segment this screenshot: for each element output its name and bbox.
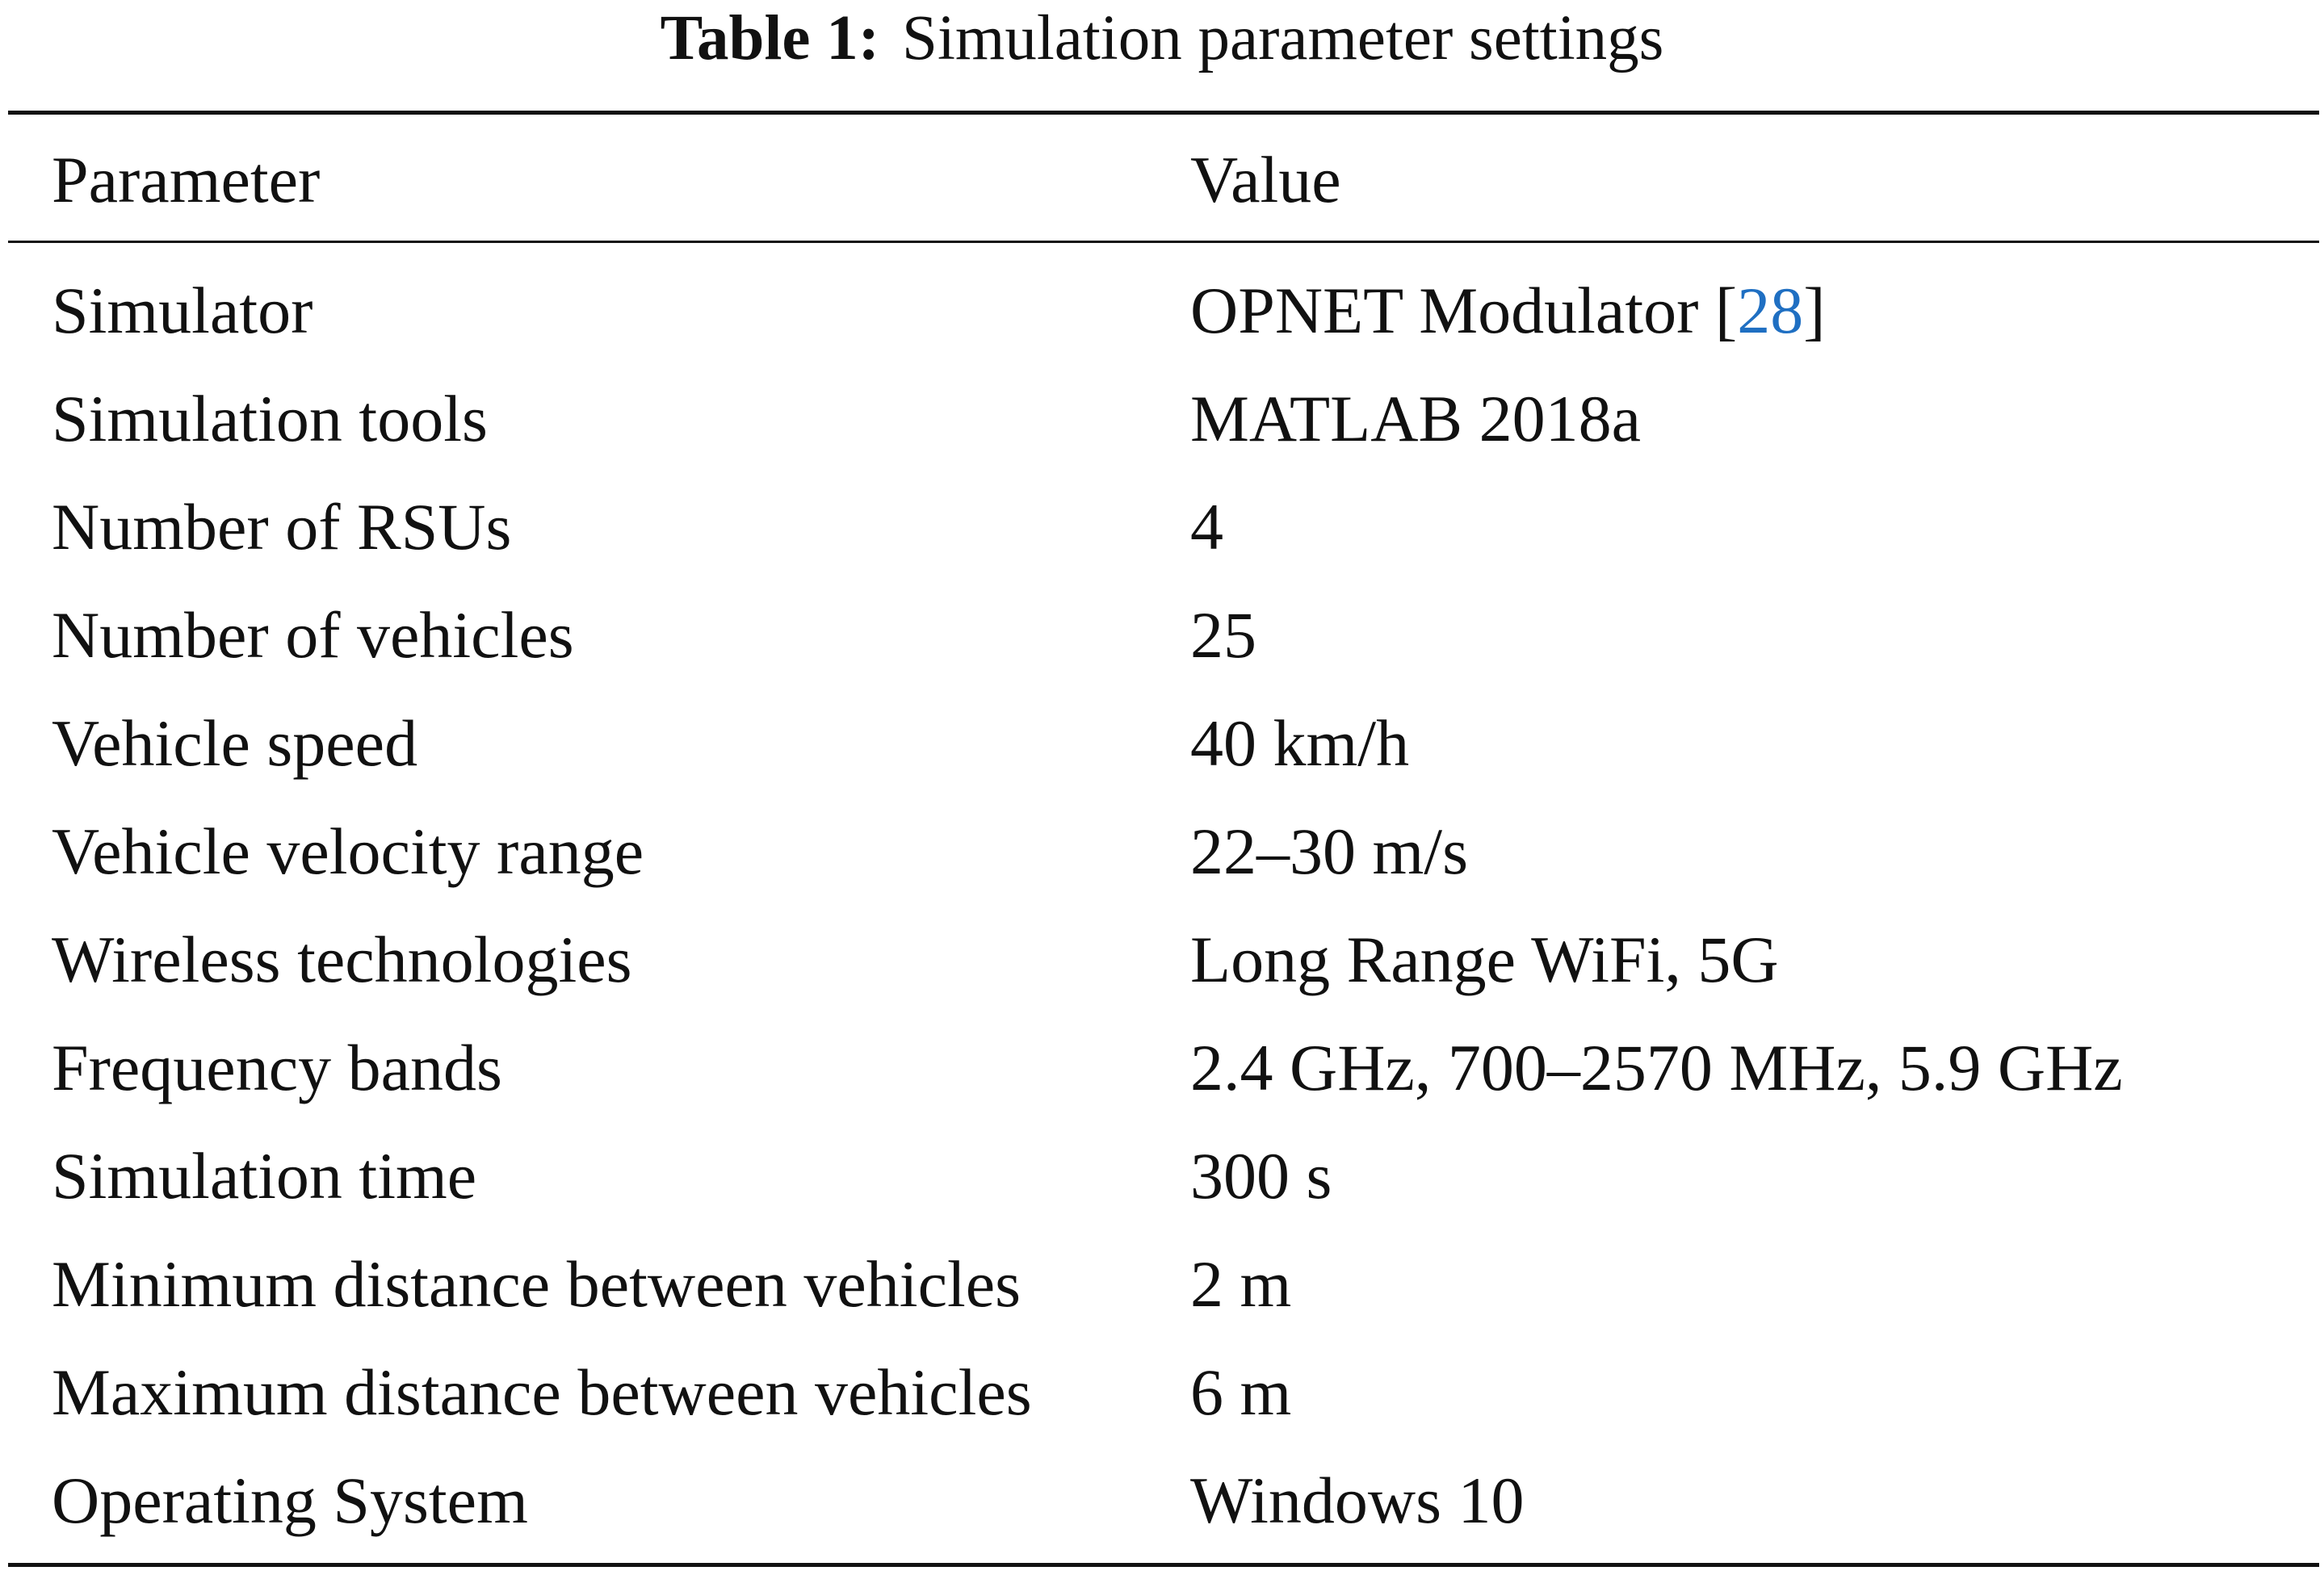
table-row: [0, 365, 2324, 473]
value-cell: 300 s: [1190, 1139, 1332, 1213]
table-body: [0, 257, 2324, 1555]
value-cell: 2.4 GHz, 700–2570 MHz, 5.9 GHz: [1190, 1031, 2123, 1104]
value-cell: 6 m: [1190, 1355, 1292, 1429]
table-caption-text: Simulation parameter settings: [902, 3, 1664, 73]
value-cell: 22–30 m/s: [1190, 815, 1468, 888]
param-cell: Number of RSUs: [52, 490, 512, 563]
table-row: [0, 1338, 2324, 1447]
value-cell: MATLAB 2018a: [1190, 382, 1642, 455]
value-suffix: ]: [1803, 274, 1826, 347]
value-cell: 40 km/h: [1190, 706, 1410, 780]
param-cell: Wireless technologies: [52, 923, 632, 996]
value-cell: Long Range WiFi, 5G: [1190, 923, 1779, 996]
param-cell: Vehicle speed: [52, 706, 418, 780]
table-row: [0, 581, 2324, 689]
table-row: [0, 798, 2324, 906]
table-row: [0, 689, 2324, 798]
table-row: [0, 257, 2324, 365]
table-row: [0, 906, 2324, 1014]
value-cell: [1190, 257, 1826, 365]
value-cell: 4: [1190, 490, 1223, 563]
table-row: [0, 1447, 2324, 1555]
param-cell: Number of vehicles: [52, 598, 574, 672]
table-top-rule: [8, 111, 2319, 115]
table-header-row: [0, 126, 2324, 234]
param-cell: Simulation tools: [52, 382, 488, 455]
table-caption-label: Table 1:: [660, 3, 880, 73]
header-parameter: Parameter: [52, 143, 321, 216]
param-cell: Vehicle velocity range: [52, 815, 644, 888]
param-cell: Operating System: [52, 1464, 528, 1537]
table-caption: [0, 0, 2324, 89]
header-value: Value: [1190, 143, 1341, 216]
citation-link[interactable]: 28: [1737, 274, 1804, 347]
table-row: [0, 473, 2324, 581]
param-cell: Minimum distance between vehicles: [52, 1247, 1021, 1321]
param-cell: Simulator: [52, 274, 313, 347]
table-row: [0, 1122, 2324, 1230]
param-cell: Simulation time: [52, 1139, 477, 1213]
table-row: [0, 1230, 2324, 1338]
value-cell: Windows 10: [1190, 1464, 1525, 1537]
param-cell: Maximum distance between vehicles: [52, 1355, 1032, 1429]
table-bottom-rule: [8, 1563, 2319, 1567]
table-row: [0, 1014, 2324, 1122]
param-cell: Frequency bands: [52, 1031, 502, 1104]
value-cell: 25: [1190, 598, 1256, 672]
table-header-rule: [8, 241, 2319, 243]
value-text: OPNET Modulator [: [1190, 274, 1738, 347]
value-cell: 2 m: [1190, 1247, 1292, 1321]
